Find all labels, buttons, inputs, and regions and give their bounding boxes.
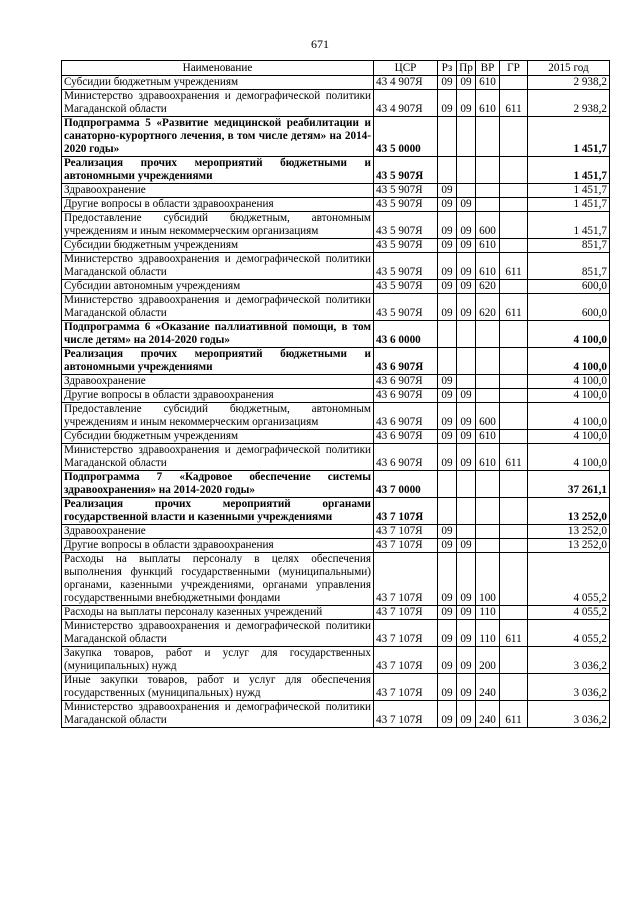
cell-pr: 09 bbox=[457, 280, 476, 294]
cell-gr bbox=[500, 647, 528, 674]
cell-gr bbox=[500, 212, 528, 239]
cell-name: Другие вопросы в области здравоохранения bbox=[62, 539, 374, 553]
cell-vr: 620 bbox=[476, 294, 500, 321]
cell-rz: 09 bbox=[438, 389, 457, 403]
table-row bbox=[62, 212, 610, 239]
cell-name: Подпрограмма 7 «Кадровое обеспечение системы здравоохранения» на 2014-2020 годы» bbox=[62, 471, 374, 498]
cell-rz bbox=[438, 117, 457, 157]
cell-rz: 09 bbox=[438, 280, 457, 294]
cell-vr bbox=[476, 539, 500, 553]
cell-csr: 43 7 107Я bbox=[374, 606, 438, 620]
cell-rz: 09 bbox=[438, 647, 457, 674]
cell-pr: 09 bbox=[457, 647, 476, 674]
table-header-row bbox=[62, 61, 610, 76]
cell-name: Министерство здравоохранения и демографической политики Магаданской области bbox=[62, 701, 374, 728]
cell-gr bbox=[500, 375, 528, 389]
cell-rz bbox=[438, 498, 457, 525]
cell-gr bbox=[500, 280, 528, 294]
cell-csr: 43 5 907Я bbox=[374, 280, 438, 294]
cell-vr: 620 bbox=[476, 280, 500, 294]
cell-csr: 43 7 107Я bbox=[374, 647, 438, 674]
cell-csr: 43 5 907Я bbox=[374, 239, 438, 253]
cell-csr: 43 5 907Я bbox=[374, 157, 438, 184]
cell-pr bbox=[457, 525, 476, 539]
table-row bbox=[62, 280, 610, 294]
cell-vr bbox=[476, 198, 500, 212]
cell-csr: 43 7 107Я bbox=[374, 620, 438, 647]
cell-amount: 4 100,0 bbox=[528, 444, 610, 471]
cell-vr: 240 bbox=[476, 674, 500, 701]
cell-name: Подпрограмма 5 «Развитие медицинской реабилитации и санаторно-курортного лечения, в том числе детям» на 2014-2020 годы» bbox=[62, 117, 374, 157]
cell-amount: 2 938,2 bbox=[528, 76, 610, 90]
cell-rz: 09 bbox=[438, 294, 457, 321]
cell-rz: 09 bbox=[438, 76, 457, 90]
cell-name: Иные закупки товаров, работ и услуг для обеспечения государственных (муниципальных) нужд bbox=[62, 674, 374, 701]
cell-csr: 43 7 107Я bbox=[374, 525, 438, 539]
cell-rz bbox=[438, 471, 457, 498]
cell-pr bbox=[457, 184, 476, 198]
table-row bbox=[62, 553, 610, 606]
cell-vr: 610 bbox=[476, 76, 500, 90]
cell-amount: 851,7 bbox=[528, 239, 610, 253]
cell-vr bbox=[476, 117, 500, 157]
cell-rz: 09 bbox=[438, 674, 457, 701]
cell-vr bbox=[476, 184, 500, 198]
table-row bbox=[62, 239, 610, 253]
cell-csr: 43 6 907Я bbox=[374, 348, 438, 375]
cell-vr: 610 bbox=[476, 90, 500, 117]
cell-amount: 4 055,2 bbox=[528, 620, 610, 647]
cell-csr: 43 6 907Я bbox=[374, 375, 438, 389]
table-row bbox=[62, 294, 610, 321]
cell-gr: 611 bbox=[500, 90, 528, 117]
header-pr: Пр bbox=[457, 61, 476, 76]
cell-name: Министерство здравоохранения и демографической политики Магаданской области bbox=[62, 90, 374, 117]
cell-amount: 4 055,2 bbox=[528, 606, 610, 620]
cell-rz: 09 bbox=[438, 430, 457, 444]
cell-vr bbox=[476, 321, 500, 348]
cell-vr bbox=[476, 389, 500, 403]
cell-name: Реализация прочих мероприятий бюджетными и автономными учреждениями bbox=[62, 348, 374, 375]
cell-gr bbox=[500, 389, 528, 403]
cell-csr: 43 7 0000 bbox=[374, 471, 438, 498]
cell-gr bbox=[500, 403, 528, 430]
cell-csr: 43 7 107Я bbox=[374, 498, 438, 525]
cell-pr bbox=[457, 375, 476, 389]
cell-rz bbox=[438, 348, 457, 375]
cell-name: Субсидии автономным учреждениям bbox=[62, 280, 374, 294]
cell-amount: 13 252,0 bbox=[528, 525, 610, 539]
cell-rz: 09 bbox=[438, 444, 457, 471]
cell-amount: 4 100,0 bbox=[528, 321, 610, 348]
table-body bbox=[62, 76, 610, 728]
table-row bbox=[62, 444, 610, 471]
cell-pr bbox=[457, 321, 476, 348]
cell-rz: 09 bbox=[438, 539, 457, 553]
cell-vr: 240 bbox=[476, 701, 500, 728]
cell-name: Министерство здравоохранения и демографической политики Магаданской области bbox=[62, 294, 374, 321]
cell-name: Здравоохранение bbox=[62, 375, 374, 389]
cell-vr: 110 bbox=[476, 620, 500, 647]
cell-amount: 851,7 bbox=[528, 253, 610, 280]
cell-name: Субсидии бюджетным учреждениям bbox=[62, 76, 374, 90]
cell-rz: 09 bbox=[438, 184, 457, 198]
cell-gr bbox=[500, 674, 528, 701]
cell-pr bbox=[457, 157, 476, 184]
cell-vr bbox=[476, 498, 500, 525]
table-row bbox=[62, 701, 610, 728]
cell-gr bbox=[500, 430, 528, 444]
table-row bbox=[62, 430, 610, 444]
cell-csr: 43 7 107Я bbox=[374, 553, 438, 606]
cell-vr bbox=[476, 525, 500, 539]
cell-csr: 43 6 907Я bbox=[374, 389, 438, 403]
cell-vr: 600 bbox=[476, 403, 500, 430]
cell-name: Предоставление субсидий бюджетным, автономным учреждениям и иным некоммерческим организациям bbox=[62, 212, 374, 239]
cell-rz: 09 bbox=[438, 553, 457, 606]
cell-amount: 2 938,2 bbox=[528, 90, 610, 117]
cell-vr: 100 bbox=[476, 553, 500, 606]
cell-amount: 4 100,0 bbox=[528, 403, 610, 430]
cell-csr: 43 5 907Я bbox=[374, 198, 438, 212]
cell-amount: 1 451,7 bbox=[528, 212, 610, 239]
cell-name: Министерство здравоохранения и демографической политики Магаданской области bbox=[62, 253, 374, 280]
cell-pr: 09 bbox=[457, 430, 476, 444]
cell-csr: 43 5 907Я bbox=[374, 212, 438, 239]
cell-pr: 09 bbox=[457, 389, 476, 403]
cell-csr: 43 4 907Я bbox=[374, 90, 438, 117]
cell-name: Предоставление субсидий бюджетным, автономным учреждениям и иным некоммерческим организациям bbox=[62, 403, 374, 430]
table-row bbox=[62, 253, 610, 280]
cell-rz: 09 bbox=[438, 606, 457, 620]
table-row bbox=[62, 674, 610, 701]
cell-csr: 43 5 907Я bbox=[374, 253, 438, 280]
cell-csr: 43 6 907Я bbox=[374, 430, 438, 444]
header-name: Наименование bbox=[62, 61, 374, 76]
table-row bbox=[62, 321, 610, 348]
cell-amount: 4 100,0 bbox=[528, 375, 610, 389]
cell-gr bbox=[500, 553, 528, 606]
cell-pr: 09 bbox=[457, 294, 476, 321]
cell-name: Субсидии бюджетным учреждениям bbox=[62, 239, 374, 253]
cell-pr bbox=[457, 471, 476, 498]
cell-csr: 43 4 907Я bbox=[374, 76, 438, 90]
cell-vr bbox=[476, 157, 500, 184]
cell-csr: 43 7 107Я bbox=[374, 674, 438, 701]
cell-csr: 43 7 107Я bbox=[374, 539, 438, 553]
cell-gr: 611 bbox=[500, 444, 528, 471]
cell-name: Здравоохранение bbox=[62, 184, 374, 198]
cell-rz: 09 bbox=[438, 701, 457, 728]
cell-csr: 43 7 107Я bbox=[374, 701, 438, 728]
cell-name: Расходы на выплаты персоналу в целях обеспечения выполнения функций государственными (муниципальными) органами, казенными учреждениями, органами управления государственными внебюджетными фондами bbox=[62, 553, 374, 606]
cell-vr: 200 bbox=[476, 647, 500, 674]
table-row bbox=[62, 525, 610, 539]
table-row bbox=[62, 90, 610, 117]
cell-vr: 610 bbox=[476, 430, 500, 444]
header-rz: Рз bbox=[438, 61, 457, 76]
table-row bbox=[62, 389, 610, 403]
cell-amount: 3 036,2 bbox=[528, 701, 610, 728]
cell-amount: 1 451,7 bbox=[528, 157, 610, 184]
cell-amount: 1 451,7 bbox=[528, 184, 610, 198]
cell-pr: 09 bbox=[457, 553, 476, 606]
cell-name: Здравоохранение bbox=[62, 525, 374, 539]
cell-pr: 09 bbox=[457, 212, 476, 239]
cell-pr: 09 bbox=[457, 90, 476, 117]
cell-vr bbox=[476, 471, 500, 498]
cell-csr: 43 5 907Я bbox=[374, 184, 438, 198]
cell-gr: 611 bbox=[500, 253, 528, 280]
cell-rz: 09 bbox=[438, 620, 457, 647]
cell-gr bbox=[500, 321, 528, 348]
cell-pr: 09 bbox=[457, 539, 476, 553]
cell-rz: 09 bbox=[438, 198, 457, 212]
cell-csr: 43 6 0000 bbox=[374, 321, 438, 348]
table-row bbox=[62, 620, 610, 647]
table-row bbox=[62, 76, 610, 90]
cell-gr bbox=[500, 239, 528, 253]
cell-vr: 110 bbox=[476, 606, 500, 620]
cell-gr bbox=[500, 539, 528, 553]
table-row bbox=[62, 184, 610, 198]
table-row bbox=[62, 403, 610, 430]
cell-vr: 610 bbox=[476, 444, 500, 471]
cell-name: Другие вопросы в области здравоохранения bbox=[62, 389, 374, 403]
cell-name: Реализация прочих мероприятий органами государственной власти и казенными учреждениями bbox=[62, 498, 374, 525]
cell-name: Субсидии бюджетным учреждениям bbox=[62, 430, 374, 444]
cell-gr: 611 bbox=[500, 294, 528, 321]
cell-csr: 43 5 907Я bbox=[374, 294, 438, 321]
header-gr: ГР bbox=[500, 61, 528, 76]
cell-vr: 610 bbox=[476, 239, 500, 253]
cell-pr: 09 bbox=[457, 403, 476, 430]
cell-name: Закупка товаров, работ и услуг для государственных (муниципальных) нужд bbox=[62, 647, 374, 674]
cell-gr bbox=[500, 525, 528, 539]
cell-vr bbox=[476, 375, 500, 389]
cell-amount: 13 252,0 bbox=[528, 498, 610, 525]
cell-gr bbox=[500, 606, 528, 620]
cell-amount: 600,0 bbox=[528, 294, 610, 321]
cell-amount: 4 100,0 bbox=[528, 389, 610, 403]
cell-name: Другие вопросы в области здравоохранения bbox=[62, 198, 374, 212]
cell-rz: 09 bbox=[438, 375, 457, 389]
cell-gr bbox=[500, 471, 528, 498]
cell-rz bbox=[438, 321, 457, 348]
cell-gr: 611 bbox=[500, 701, 528, 728]
table-row bbox=[62, 117, 610, 157]
cell-pr: 09 bbox=[457, 253, 476, 280]
table-row bbox=[62, 498, 610, 525]
cell-pr: 09 bbox=[457, 198, 476, 212]
header-csr: ЦСР bbox=[374, 61, 438, 76]
cell-amount: 13 252,0 bbox=[528, 539, 610, 553]
cell-pr bbox=[457, 498, 476, 525]
cell-csr: 43 6 907Я bbox=[374, 403, 438, 430]
cell-pr bbox=[457, 117, 476, 157]
table-row bbox=[62, 539, 610, 553]
cell-amount: 4 100,0 bbox=[528, 430, 610, 444]
cell-amount: 1 451,7 bbox=[528, 198, 610, 212]
cell-rz: 09 bbox=[438, 525, 457, 539]
cell-csr: 43 6 907Я bbox=[374, 444, 438, 471]
cell-vr bbox=[476, 348, 500, 375]
cell-rz: 09 bbox=[438, 212, 457, 239]
header-year: 2015 год bbox=[528, 61, 610, 76]
cell-amount: 37 261,1 bbox=[528, 471, 610, 498]
cell-name: Министерство здравоохранения и демографической политики Магаданской области bbox=[62, 620, 374, 647]
table-row bbox=[62, 606, 610, 620]
cell-vr: 600 bbox=[476, 212, 500, 239]
cell-name: Реализация прочих мероприятий бюджетными и автономными учреждениями bbox=[62, 157, 374, 184]
cell-rz: 09 bbox=[438, 90, 457, 117]
cell-amount: 3 036,2 bbox=[528, 674, 610, 701]
cell-name: Министерство здравоохранения и демографической политики Магаданской области bbox=[62, 444, 374, 471]
cell-gr bbox=[500, 117, 528, 157]
cell-gr bbox=[500, 498, 528, 525]
cell-pr bbox=[457, 348, 476, 375]
page-number: 671 bbox=[311, 37, 329, 51]
cell-gr: 611 bbox=[500, 620, 528, 647]
table-row bbox=[62, 157, 610, 184]
cell-pr: 09 bbox=[457, 674, 476, 701]
cell-vr: 610 bbox=[476, 253, 500, 280]
cell-rz bbox=[438, 157, 457, 184]
cell-pr: 09 bbox=[457, 701, 476, 728]
cell-pr: 09 bbox=[457, 444, 476, 471]
cell-gr bbox=[500, 157, 528, 184]
cell-amount: 3 036,2 bbox=[528, 647, 610, 674]
cell-rz: 09 bbox=[438, 253, 457, 280]
cell-gr bbox=[500, 198, 528, 212]
budget-table bbox=[61, 60, 610, 728]
cell-amount: 4 055,2 bbox=[528, 553, 610, 606]
table-row bbox=[62, 198, 610, 212]
cell-name: Расходы на выплаты персоналу казенных учреждений bbox=[62, 606, 374, 620]
header-vr: ВР bbox=[476, 61, 500, 76]
table-row bbox=[62, 471, 610, 498]
cell-rz: 09 bbox=[438, 239, 457, 253]
cell-gr bbox=[500, 184, 528, 198]
table-row bbox=[62, 647, 610, 674]
cell-csr: 43 5 0000 bbox=[374, 117, 438, 157]
cell-pr: 09 bbox=[457, 620, 476, 647]
table-row bbox=[62, 375, 610, 389]
cell-pr: 09 bbox=[457, 76, 476, 90]
cell-gr bbox=[500, 76, 528, 90]
cell-amount: 4 100,0 bbox=[528, 348, 610, 375]
cell-rz: 09 bbox=[438, 403, 457, 430]
cell-name: Подпрограмма 6 «Оказание паллиативной помощи, в том числе детям» на 2014-2020 годы» bbox=[62, 321, 374, 348]
cell-amount: 600,0 bbox=[528, 280, 610, 294]
table-row bbox=[62, 348, 610, 375]
cell-pr: 09 bbox=[457, 606, 476, 620]
cell-gr bbox=[500, 348, 528, 375]
cell-amount: 1 451,7 bbox=[528, 117, 610, 157]
cell-pr: 09 bbox=[457, 239, 476, 253]
